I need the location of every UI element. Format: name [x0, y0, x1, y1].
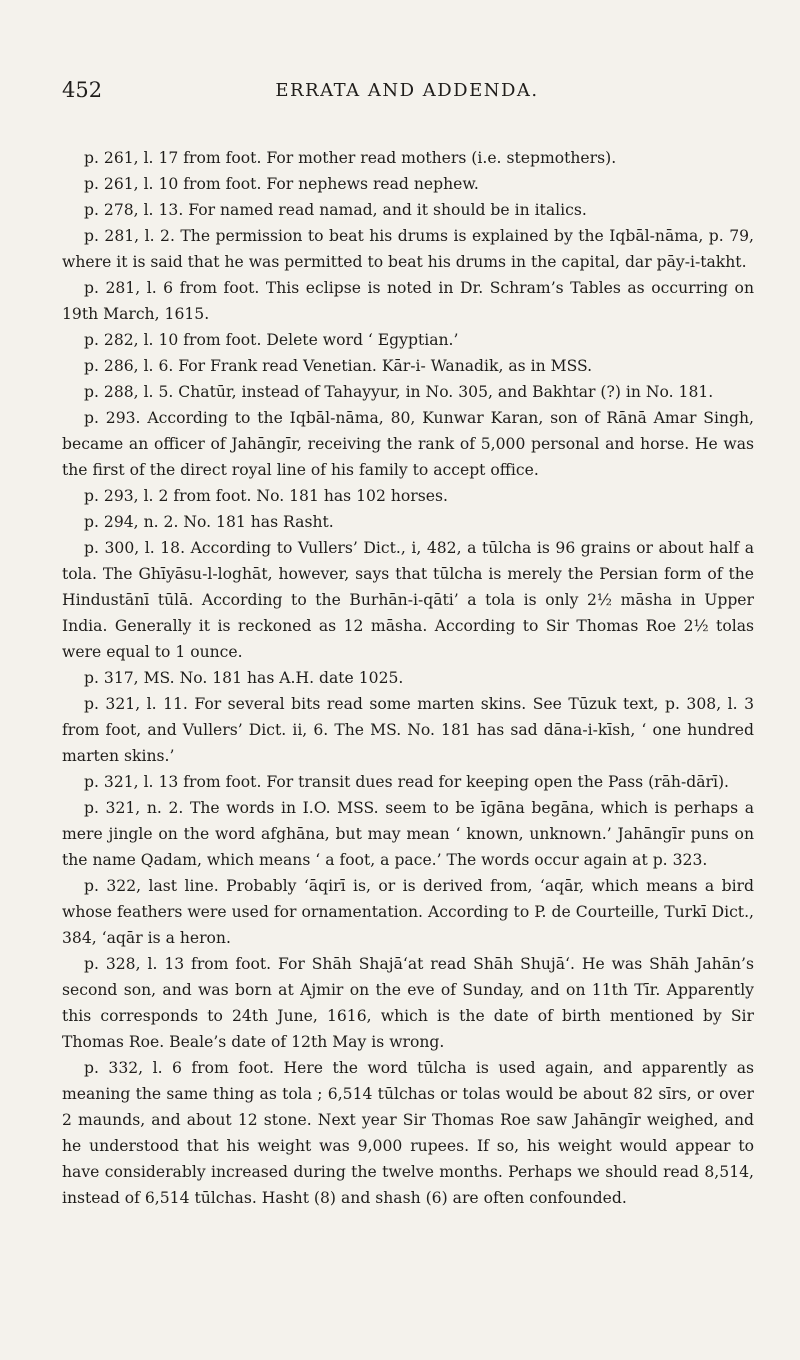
errata-entry: p. 293, l. 2 from foot. No. 181 has 102 horses.: [84, 487, 448, 505]
running-head-title: ERRATA AND ADDENDA.: [275, 80, 539, 101]
errata-entry: p. 300, l. 18. According to Vullers’ Dict., i, 482, a tūlcha is 96 grains or about half a tola. The Ghīyāsu-l-loghāt, however, says that tūlcha is merely the Persian form of the Hindustānī tūlā. According to the Burhān-i-qāti’ a tola is only 2½ māsha in Upper India. Generally it is reckoned as 12 māsha. According to Sir Thomas Roe 2½ tolas were equal to 1 ounce.: [62, 539, 754, 661]
errata-entry: p. 281, l. 6 from foot. This eclipse is noted in Dr. Schram’s Tables as occurring on 19th March, 1615.: [62, 279, 754, 323]
errata-entries: [62, 145, 754, 1211]
errata-entry: p. 332, l. 6 from foot. Here the word tūlcha is used again, and apparently as meaning the same thing as tola ; 6,514 tūlchas or tolas would be about 82 sīrs, or over 2 maunds, and about 12 stone. Next year Sir Thomas Roe saw Jahāngīr weighed, and he understood that his weight was 9,000 rupees. If so, his weight would appear to have considerably increased during the twelve months. Perhaps we should read 8,514, instead of 6,514 tūlchas. Hasht (8) and shash (6) are often confounded.: [62, 1059, 754, 1207]
errata-entry: p. 321, l. 13 from foot. For transit dues read for keeping open the Pass (rāh-dārī).: [84, 773, 730, 791]
errata-entry: p. 322, last line. Probably ‘āqirī is, or is derived from, ‘aqār, which means a bird whose feathers were used for ornamentation. According to P. de Courteille, Turkī Dict., 384, ‘aqār is a heron.: [62, 877, 754, 947]
errata-entry: p. 282, l. 10 from foot. Delete word ‘ Egyptian.’: [84, 331, 459, 349]
errata-entry: p. 288, l. 5. Chatūr, instead of Tahayyur, in No. 305, and Bakhtar (?) in No. 181.: [84, 383, 714, 401]
page-header: [62, 78, 752, 108]
errata-entry: p. 321, l. 11. For several bits read some marten skins. See Tūzuk text, p. 308, l. 3 from foot, and Vullers’ Dict. ii, 6. The MS. No. 181 has sad dāna-i-kīsh, ‘ one hundred marten skins.’: [62, 695, 754, 765]
errata-entry: p. 261, l. 10 from foot. For nephews read nephew.: [84, 175, 479, 193]
page-number: 452: [62, 78, 103, 102]
errata-entry: p. 294, n. 2. No. 181 has Rasht.: [84, 513, 334, 531]
errata-entry: p. 293. According to the Iqbāl-nāma, 80, Kunwar Karan, son of Rānā Amar Singh, became an officer of Jahāngīr, receiving the rank of 5,000 personal and horse. He was the first of the direct royal line of his family to accept office.: [62, 409, 754, 479]
errata-entry: p. 321, n. 2. The words in I.O. MSS. seem to be īgāna begāna, which is perhaps a mere jingle on the word afghāna, but may mean ‘ known, unknown.’ Jahāngīr puns on the name Qadam, which means ‘ a foot, a pace.’ The words occur again at p. 323.: [62, 799, 754, 869]
errata-entry: p. 281, l. 2. The permission to beat his drums is explained by the Iqbāl-nāma, p. 79, where it is said that he was permitted to beat his drums in the capital, dar pāy-i-takht.: [62, 227, 754, 271]
errata-entry: p. 278, l. 13. For named read namad, and it should be in italics.: [84, 201, 587, 219]
errata-entry: p. 286, l. 6. For Frank read Venetian. Kār-i- Wanadik, as in MSS.: [84, 357, 593, 375]
errata-entry: p. 328, l. 13 from foot. For Shāh Shajā‘at read Shāh Shujā‘. He was Shāh Jahān’s second son, and was born at Ajmir on the eve of Sunday, and on 11th Tīr. Apparently this corresponds to 24th June, 1616, which is the date of birth mentioned by Sir Thomas Roe. Beale’s date of 12th May is wrong.: [62, 955, 754, 1051]
errata-entry: p. 261, l. 17 from foot. For mother read mothers (i.e. stepmothers).: [84, 149, 617, 167]
errata-entry: p. 317, MS. No. 181 has A.H. date 1025.: [84, 669, 404, 687]
